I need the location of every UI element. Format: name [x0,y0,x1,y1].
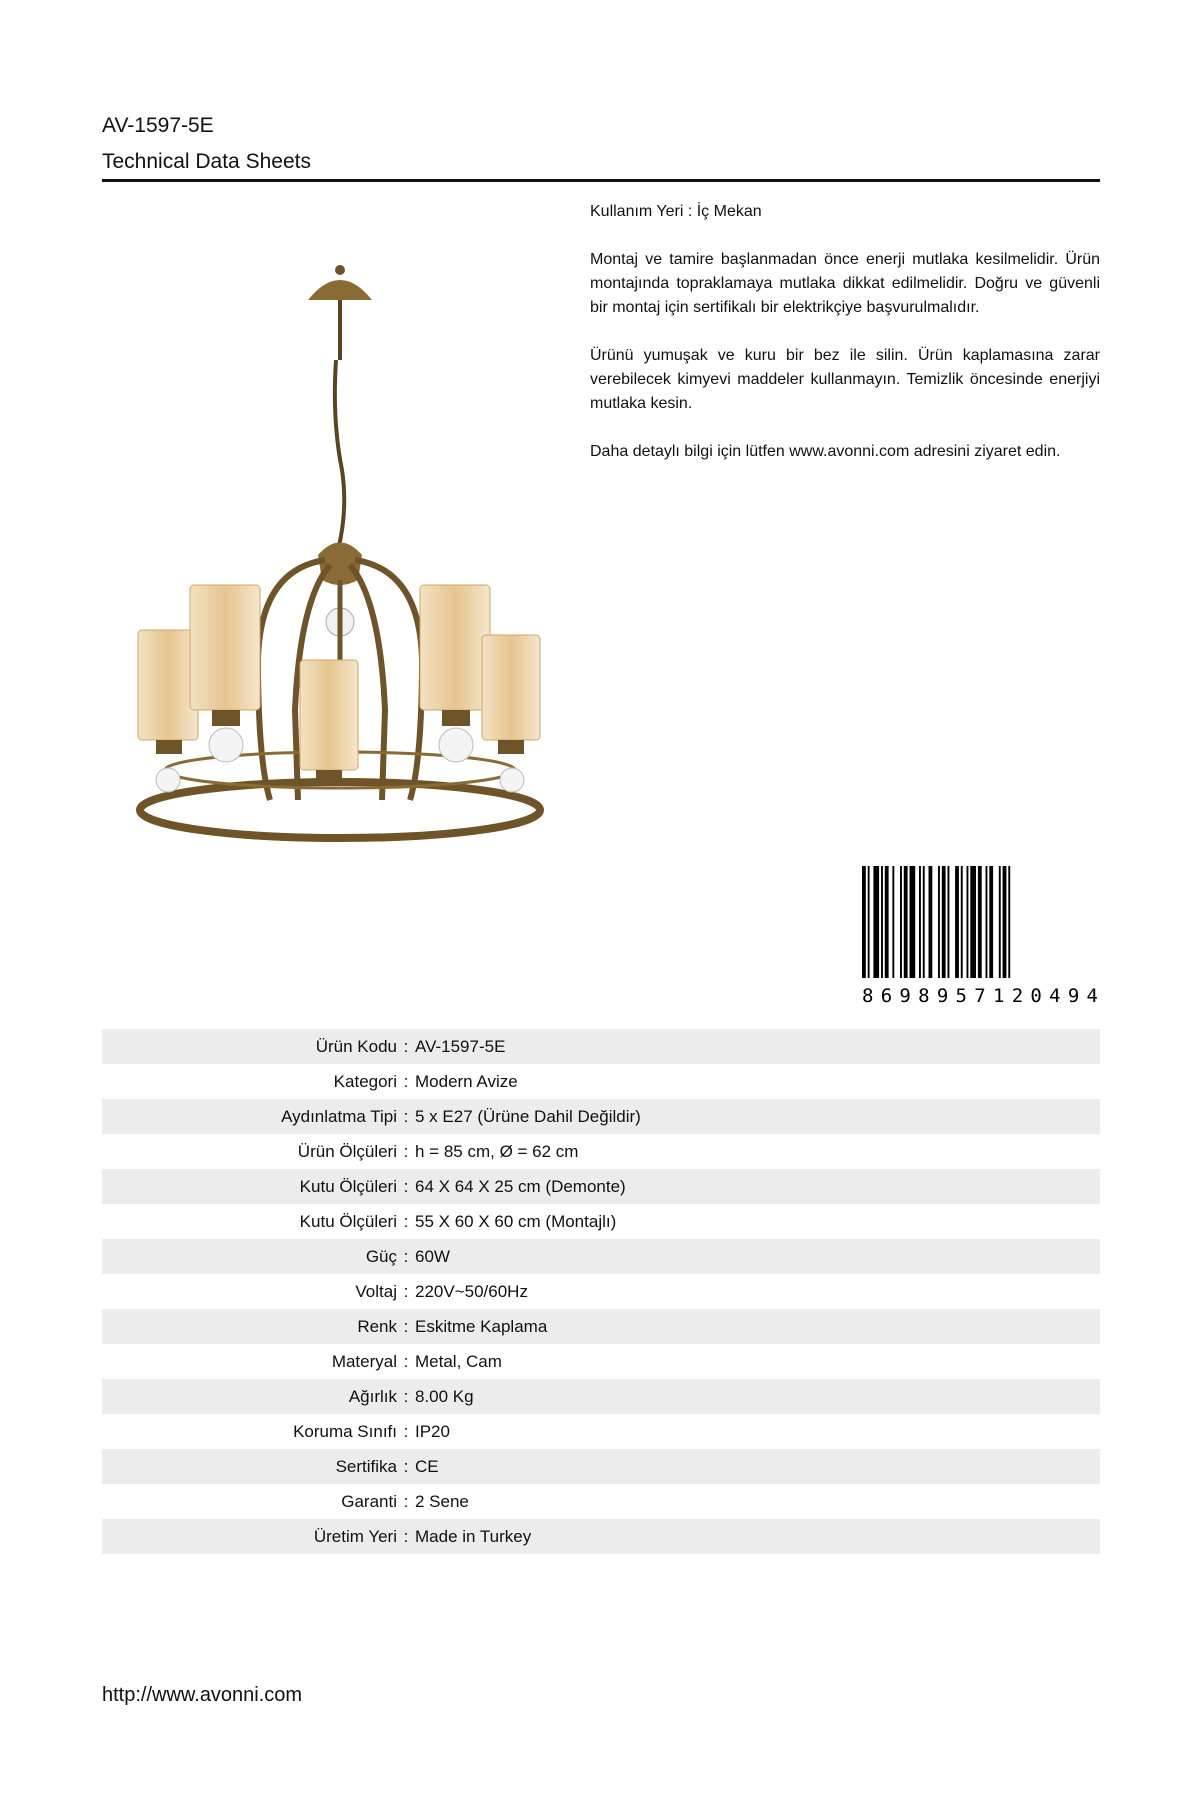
spec-value: 2 Sene [415,1491,469,1511]
spec-value: h = 85 cm, Ø = 62 cm [415,1141,579,1161]
spec-separator: : [403,1316,409,1336]
spec-table [102,1029,1100,1554]
spec-row [102,1169,1100,1204]
barcode-bar [948,866,950,978]
spec-row [102,1134,1100,1169]
barcode [860,866,1100,1006]
safety-text: Montaj ve tamire başlanmadan önce enerji mutlaka kesilmelidir. Ürün montajında topraklamaya mutlaka dikkat edilmelidir. Doğru ve güvenli bir montaj için sertifikalı bir elektrikçiye başvurulmalıdır. [590,251,1100,316]
spec-separator: : [403,1036,409,1056]
barcode-bar [904,866,908,978]
spec-label: Üretim Yeri [313,1526,397,1546]
spec-row [102,1064,1100,1099]
barcode-bar [1003,866,1007,978]
barcode-bar [942,866,946,978]
spec-separator: : [403,1491,409,1511]
spec-separator: : [403,1176,409,1196]
barcode-number: 8698957120494 [862,985,1098,1006]
spec-separator: : [403,1106,409,1126]
spec-separator: : [403,1281,409,1301]
spec-label: Kategori [333,1071,397,1091]
spec-value: Made in Turkey [415,1526,532,1546]
barcode-bar [892,866,894,978]
spec-value: IP20 [415,1421,450,1441]
spec-separator: : [403,1211,409,1231]
spec-label: Ürün Kodu [315,1036,397,1056]
header-divider [102,179,1100,182]
spec-label: Renk [357,1316,397,1336]
barcode-bars [862,866,1010,978]
barcode-bar [885,866,889,978]
spec-row [102,1239,1100,1274]
barcode-bar [881,866,883,978]
spec-label: Ağırlık [348,1386,397,1406]
barcode-bar [989,866,993,978]
spec-row [102,1484,1100,1519]
usage-text: Kullanım Yeri : İç Mekan [590,203,762,220]
spec-row [102,1309,1100,1344]
spec-label: Kutu Ölçüleri [299,1176,397,1196]
spec-row [102,1204,1100,1239]
sheet-subtitle: Technical Data Sheets [102,150,311,173]
spec-separator: : [403,1351,409,1371]
barcode-bar [961,866,963,978]
barcode-bar [970,866,976,978]
barcode-bar [923,866,925,978]
spec-label: Koruma Sınıfı [293,1421,397,1441]
spec-separator: : [403,1071,409,1091]
spec-value: CE [415,1456,439,1476]
barcode-bar [862,866,866,978]
spec-value: Metal, Cam [415,1351,502,1371]
spec-label: Aydınlatma Tipi [281,1106,397,1126]
header [102,112,1100,176]
spec-value: 55 X 60 X 60 cm (Montajlı) [415,1211,617,1231]
spec-value: 8.00 Kg [415,1386,474,1406]
spec-row [102,1029,1100,1064]
spec-separator: : [403,1246,409,1266]
spec-separator: : [403,1386,409,1406]
chandelier-image [120,240,560,880]
spec-value: 64 X 64 X 25 cm (Demonte) [415,1176,626,1196]
spec-separator: : [403,1526,409,1546]
spec-label: Güç [365,1246,397,1266]
barcode-bar [929,866,933,978]
spec-label: Materyal [331,1351,397,1371]
footer-url: http://www.avonni.com [102,1684,303,1706]
spec-row [102,1449,1100,1484]
barcode-bar [999,866,1001,978]
info-panel [590,200,1100,488]
spec-value: Eskitme Kaplama [415,1316,548,1336]
barcode-bar [986,866,988,978]
barcode-bar [967,866,969,978]
barcode-bar [868,866,870,978]
spec-label: Sertifika [335,1456,397,1476]
spec-value: AV-1597-5E [415,1036,506,1056]
barcode-bar [978,866,982,978]
barcode-bar [955,866,959,978]
spec-value: 5 x E27 (Ürüne Dahil Değildir) [415,1106,641,1126]
barcode-bar [873,866,879,978]
spec-value: 60W [415,1246,450,1266]
spec-separator: : [403,1141,409,1161]
barcode-bar [1008,866,1010,978]
spec-row [102,1344,1100,1379]
model-code: AV-1597-5E [102,114,214,137]
spec-row [102,1274,1100,1309]
spec-row [102,1379,1100,1414]
barcode-bar [900,866,902,978]
spec-row [102,1519,1100,1554]
spec-row [102,1414,1100,1449]
spec-label: Voltaj [355,1281,397,1301]
spec-separator: : [403,1421,409,1441]
barcode-bar [910,866,916,978]
spec-label: Kutu Ölçüleri [299,1211,397,1231]
barcode-bar [919,866,921,978]
spec-label: Ürün Ölçüleri [297,1141,397,1161]
spec-row [102,1099,1100,1134]
spec-separator: : [403,1456,409,1476]
care-text: Ürünü yumuşak ve kuru bir bez ile silin. Ürün kaplamasına zarar verebilecek kimyevi maddeler kullanmayın. Temizlik öncesinde enerjiyi mutlaka kesin. [590,347,1100,412]
spec-value: Modern Avize [415,1071,518,1091]
spec-value: 220V~50/60Hz [415,1281,528,1301]
more-info-text: Daha detaylı bilgi için lütfen www.avonni.com adresini ziyaret edin. [590,443,1061,460]
barcode-bar [938,866,940,978]
spec-label: Garanti [341,1491,397,1511]
